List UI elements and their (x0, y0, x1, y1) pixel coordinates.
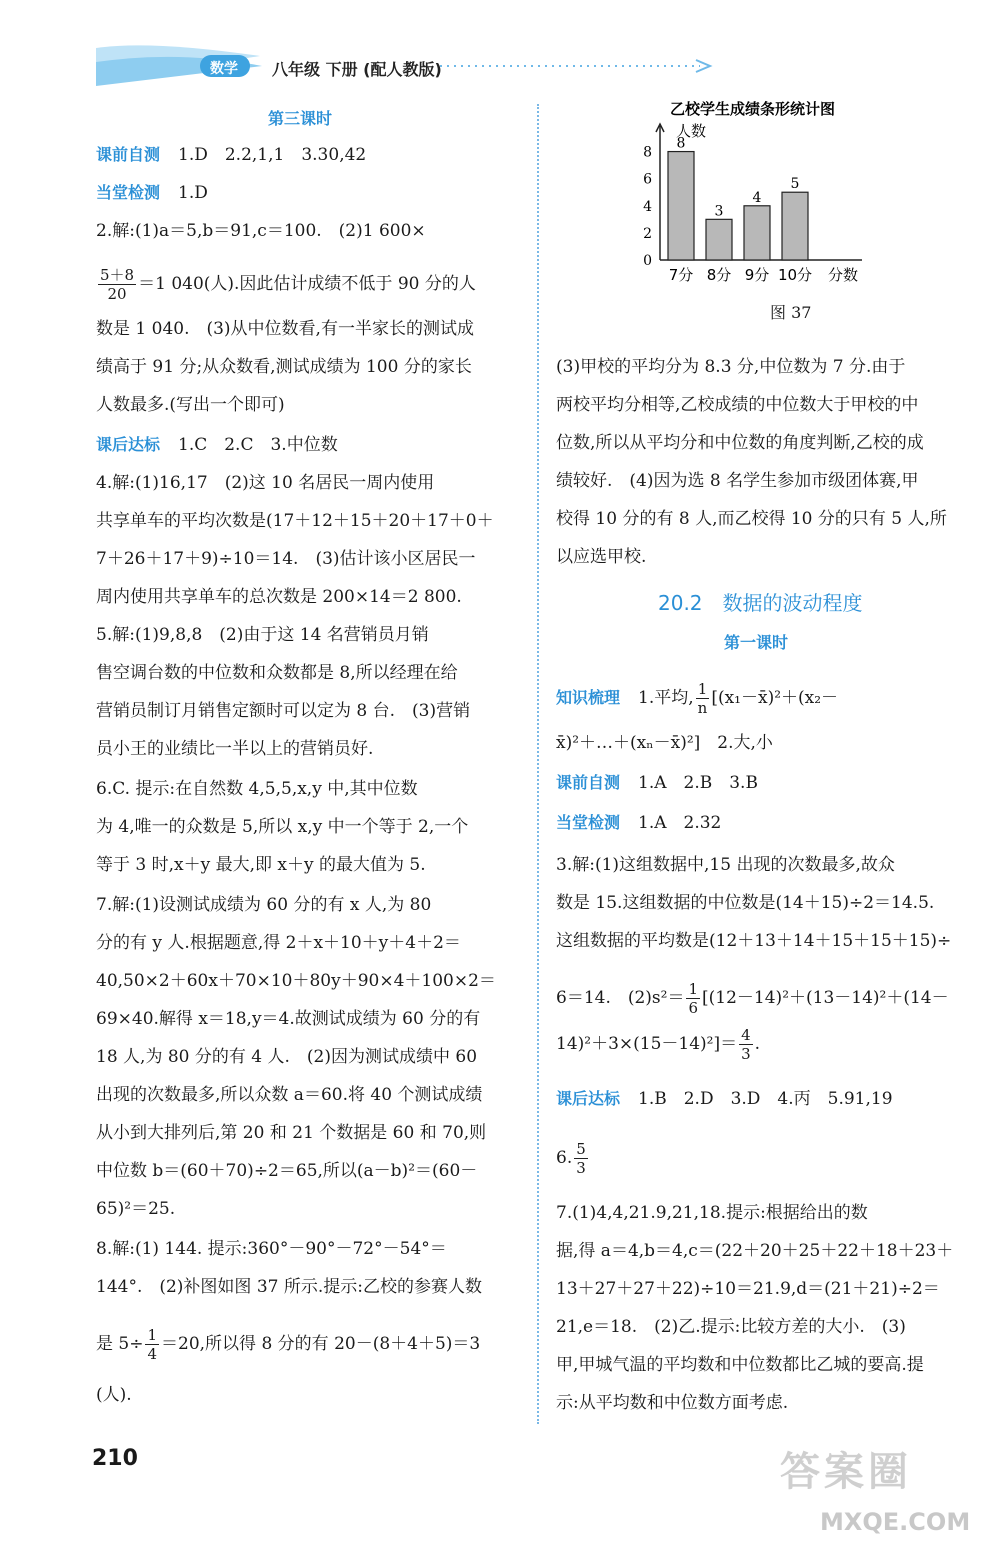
data-label: 8 (676, 135, 686, 152)
text-line (556, 730, 773, 756)
line-prefix: 6＝14. (2)s²＝ (556, 988, 685, 1008)
fraction-denominator: 20 (107, 285, 127, 303)
line-text: 6.C. 提示:在自然数 4,5,5,x,y 中,其中位数 (96, 779, 418, 799)
line-text: 周内使用共享单车的总次数是 200×14＝2 800. (96, 587, 462, 607)
line-text: 校得 10 分的有 8 人,而乙校得 10 分的只有 5 人,所 (556, 509, 947, 529)
section-tag: 课后达标 (556, 1089, 621, 1108)
text-line (556, 852, 895, 878)
text-line (556, 392, 918, 418)
section-tag: 课后达标 (96, 435, 161, 454)
line-text: x̄)²＋…＋(xₙ－x̄)²] 2.大,小 (556, 733, 773, 753)
line-text: 1.A 2.32 (638, 813, 722, 833)
text-line (556, 1086, 893, 1112)
line-text: 8.解:(1) 144. 提示:360°－90°－72°－54°＝ (96, 1239, 447, 1259)
line-text: 20.2 数据的波动程度 (658, 591, 863, 615)
text-line (556, 544, 646, 570)
text-line (724, 630, 788, 656)
line-text: 数是 1 040. (3)从中位数看,有一半家长的测试成 (96, 319, 474, 339)
y-tick-label: 8 (643, 144, 652, 161)
text-line (96, 354, 472, 380)
text-line (556, 430, 924, 456)
text-line (556, 928, 951, 954)
text-line (556, 770, 758, 796)
line-text: 21,e＝18. (2)乙.提示:比较方差的大小. (3) (556, 1317, 906, 1337)
text-line (556, 680, 838, 717)
y-tick-label: 0 (643, 253, 652, 269)
data-label: 4 (752, 189, 762, 206)
line-text: 两校平均分相等,乙校成绩的中位数大于甲校的中 (556, 395, 919, 415)
line-text: 2.解:(1)a＝5,b＝91,c＝100. (2)1 600× (96, 221, 426, 241)
fraction-denominator: 3 (576, 1159, 586, 1177)
line-text: 绩较好. (4)因为选 8 名学生参加市级团体赛,甲 (556, 471, 919, 491)
line-text: 69×40.解得 x＝18,y＝4.故测试成绩为 60 分的有 (96, 1009, 481, 1029)
line-prefix: 14)²＋3×(15－14)²]＝ (556, 1034, 738, 1054)
fraction-denominator: n (697, 699, 708, 717)
y-tick-label: 6 (643, 171, 652, 188)
header-banner (0, 0, 1000, 100)
section-tag: 当堂检测 (556, 813, 621, 832)
fraction-numerator: 1 (696, 680, 710, 699)
line-text: 第一课时 (724, 633, 789, 652)
section-tag: 知识梳理 (556, 688, 621, 707)
chart-title: 乙校学生成绩条形统计图 (670, 100, 836, 118)
fraction-numerator: 1 (147, 1326, 158, 1344)
text-line (96, 698, 470, 724)
line-text: 从小到大排列后,第 20 和 21 个数据是 60 和 70,则 (96, 1123, 487, 1143)
line-text: 人数最多.(写出一个即可) (96, 395, 285, 415)
line-text: 1.D (178, 183, 208, 203)
line-text: 以应选甲校. (556, 547, 647, 567)
text-line (96, 218, 426, 244)
fraction-numerator: 5＋8 (100, 266, 135, 284)
line-text: 员小王的业绩比一半以上的营销员好. (96, 739, 374, 759)
column-divider (537, 104, 539, 1424)
line-text: 7＋26＋17＋9)÷10＝14. (3)估计该小区居民一 (96, 549, 476, 569)
text-line (556, 1238, 953, 1264)
text-line (96, 180, 208, 206)
bar (744, 206, 770, 260)
text-line (556, 1276, 940, 1302)
text-line (96, 1382, 132, 1408)
line-text: (3)甲校的平均分为 8.3 分,中位数为 7 分.由于 (556, 357, 906, 377)
text-line (556, 810, 721, 836)
fraction-denominator: 3 (741, 1045, 751, 1063)
text-line (556, 1352, 924, 1378)
line-text: 绩高于 91 分;从众数看,测试成绩为 100 分的家长 (96, 357, 472, 377)
line-text: . (754, 1034, 761, 1054)
watermark-url: MXQE.COM (820, 1508, 971, 1536)
y-axis-label: 人数 (676, 122, 707, 140)
text-line (556, 1200, 868, 1226)
text-line (96, 930, 461, 956)
y-tick-label: 4 (643, 198, 652, 215)
line-text: 第三课时 (268, 109, 333, 128)
fraction (686, 980, 700, 1017)
line-text: 5.解:(1)9,8,8 (2)由于这 14 名营销员月销 (96, 625, 429, 645)
y-tick-label: 2 (643, 225, 652, 242)
text-line (556, 1390, 788, 1416)
watermark-logo: 答案圈 (780, 1449, 912, 1495)
data-label: 3 (714, 203, 724, 220)
line-text: 为 4,唯一的众数是 5,所以 x,y 中一个等于 2,一个 (96, 817, 469, 837)
text-line (96, 1326, 480, 1363)
text-line (556, 1314, 906, 1340)
x-tick-label: 8分 (706, 266, 732, 284)
fraction-numerator: 4 (741, 1026, 751, 1044)
fraction (145, 1326, 159, 1363)
subject-label: 数学 (210, 61, 238, 77)
line-text: ＝20,所以得 8 分的有 20－(8＋4＋5)＝3 (161, 1334, 481, 1354)
text-line (556, 1140, 590, 1177)
text-line (96, 316, 474, 342)
text-line (556, 354, 905, 380)
text-line (556, 890, 934, 916)
line-text: 1.B 2.D 3.D 4.丙 5.91,19 (638, 1089, 893, 1109)
line-text: 13＋27＋27＋22)÷10＝21.9,d＝(21＋21)÷2＝ (556, 1279, 940, 1299)
line-prefix: 1.平均, (638, 688, 694, 708)
data-label: 5 (790, 176, 800, 193)
fraction (739, 1026, 753, 1063)
figure-caption: 图 37 (770, 303, 812, 322)
fraction (696, 680, 710, 717)
line-text: 位数,所以从平均分和中位数的角度判断,乙校的成 (556, 433, 924, 453)
line-text: 4.解:(1)16,17 (2)这 10 名居民一周内使用 (96, 473, 435, 493)
line-text: [(x₁－x̄)²＋(x₂－ (711, 688, 839, 708)
bar-chart (640, 98, 880, 298)
line-text: 据,得 a＝4,b＝4,c＝(22＋20＋25＋22＋18＋23＋ (556, 1241, 954, 1261)
text-line (96, 660, 458, 686)
line-text: 甲,甲城气温的平均数和中位数都比乙城的要高.提 (556, 1355, 924, 1375)
line-text: 144°. (2)补图如图 37 所示.提示:乙校的参赛人数 (96, 1277, 483, 1297)
line-text: 营销员制订月销售定额时可以定为 8 台. (3)营销 (96, 701, 471, 721)
fraction-numerator: 1 (688, 980, 699, 998)
text-line (96, 814, 468, 840)
x-tick-label: 9分 (744, 266, 770, 284)
x-axis-label: 分数 (828, 266, 859, 284)
line-text: 数是 15.这组数据的中位数是(14＋15)÷2＝14.5. (556, 893, 935, 913)
text-line (96, 892, 431, 918)
text-line (268, 106, 332, 132)
line-text: (人). (96, 1385, 132, 1405)
text-line (96, 622, 429, 648)
text-line (96, 508, 494, 534)
line-text: 7.解:(1)设测试成绩为 60 分的有 x 人,为 80 (96, 895, 432, 915)
line-text: [(12－14)²＋(13－14)²＋(14－ (702, 988, 949, 1008)
fraction-numerator: 5 (576, 1140, 586, 1158)
line-text: 分的有 y 人.根据题意,得 2＋x＋10＋y＋4＋2＝ (96, 933, 461, 953)
bar (668, 152, 694, 260)
text-line (556, 1026, 760, 1063)
section-tag: 当堂检测 (96, 183, 161, 202)
bar (782, 192, 808, 260)
text-line (96, 584, 462, 610)
text-line (96, 736, 373, 762)
line-text: ＝1 040(人).因此估计成绩不低于 90 分的人 (138, 274, 476, 294)
line-text: 示:从平均数和中位数方面考虑. (556, 1393, 789, 1413)
section-tag: 课前自测 (556, 773, 621, 792)
x-tick-label: 7分 (668, 266, 694, 284)
text-line (658, 590, 863, 618)
line-text: 售空调台数的中位数和众数都是 8,所以经理在给 (96, 663, 458, 683)
line-text: 这组数据的平均数是(12＋13＋14＋15＋15＋15)÷ (556, 931, 952, 951)
fraction (98, 266, 136, 303)
fraction-denominator: 6 (688, 999, 699, 1017)
text-line (96, 142, 366, 168)
fraction-denominator: 4 (147, 1345, 158, 1363)
page-header (0, 0, 1000, 100)
header-title: 八年级 下册 (配人教版) (272, 60, 442, 79)
page-number: 210 (92, 1446, 138, 1471)
line-text: 1.A 2.B 3.B (638, 773, 758, 793)
line-text: 3.解:(1)这组数据中,15 出现的次数最多,故众 (556, 855, 895, 875)
text-line (96, 852, 426, 878)
text-line (96, 968, 496, 994)
text-line (96, 546, 476, 572)
line-text: 出现的次数最多,所以众数 a＝60.将 40 个测试成绩 (96, 1085, 483, 1105)
bar (706, 219, 732, 260)
fraction (574, 1140, 588, 1177)
text-line (556, 980, 949, 1017)
text-line (96, 1236, 447, 1262)
text-line (96, 432, 338, 458)
text-line (96, 1274, 482, 1300)
line-prefix: 是 5÷ (96, 1334, 144, 1354)
text-line (556, 506, 947, 532)
text-line (96, 266, 476, 303)
text-line (96, 470, 434, 496)
x-tick-label: 10分 (777, 266, 813, 284)
text-line (96, 1044, 477, 1070)
line-text: 1.D 2.2,1,1 3.30,42 (178, 145, 367, 165)
text-line (96, 1006, 480, 1032)
line-text: 等于 3 时,x＋y 最大,即 x＋y 的最大值为 5. (96, 855, 426, 875)
text-line (96, 1196, 175, 1222)
text-line (96, 776, 418, 802)
line-text: 1.C 2.C 3.中位数 (178, 435, 338, 455)
section-tag: 课前自测 (96, 145, 161, 164)
text-line (96, 392, 285, 418)
text-line (96, 1082, 482, 1108)
line-text: 65)²＝25. (96, 1199, 176, 1219)
line-text: 中位数 b＝(60＋70)÷2＝65,所以(a－b)²＝(60－ (96, 1161, 478, 1181)
line-text: 40,50×2＋60x＋70×10＋80y＋90×4＋100×2＝ (96, 971, 496, 991)
text-line (96, 1120, 486, 1146)
line-prefix: 6. (556, 1148, 573, 1168)
text-line (96, 1158, 477, 1184)
text-line (556, 468, 919, 494)
line-text: 共享单车的平均次数是(17＋12＋15＋20＋17＋0＋ (96, 511, 494, 531)
line-text: 18 人,为 80 分的有 4 人. (2)因为测试成绩中 60 (96, 1047, 478, 1067)
line-text: 7.(1)4,4,21.9,21,18.提示:根据给出的数 (556, 1203, 868, 1223)
